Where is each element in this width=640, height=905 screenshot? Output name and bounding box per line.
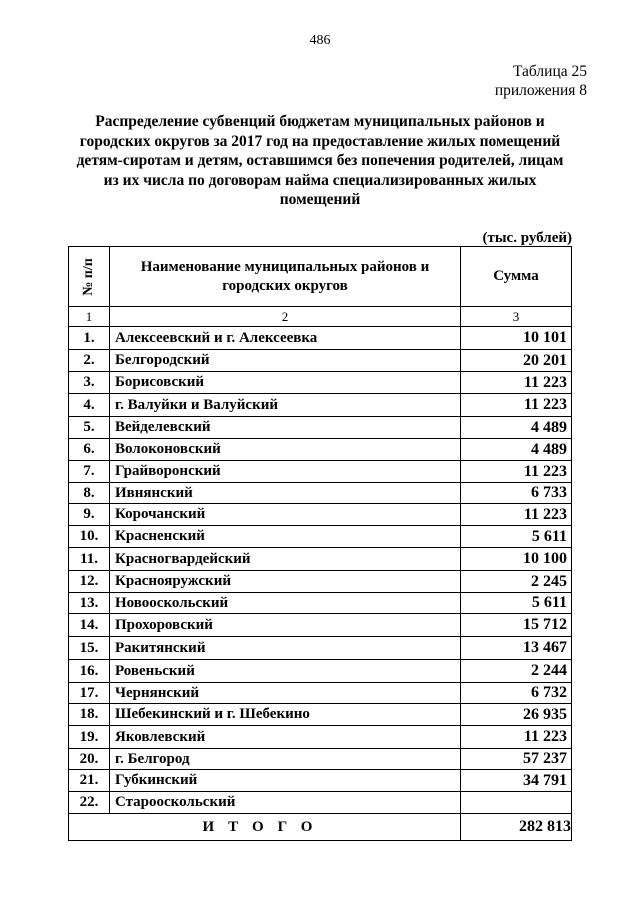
title-line: детям-сиротам и детям, оставшимся без попечения родителей, лицам <box>76 152 564 169</box>
page-number: 486 <box>309 33 331 48</box>
district-name: Губкинский <box>110 770 461 792</box>
table-row <box>69 770 572 792</box>
header-number-cell <box>69 247 110 307</box>
subvention-sum: 11 223 <box>461 372 572 394</box>
document-title <box>70 112 570 210</box>
title-line: помещений <box>279 191 361 208</box>
subvention-sum: 11 223 <box>461 394 572 417</box>
row-number: 17. <box>69 683 110 704</box>
table-row <box>69 461 572 483</box>
district-name: г. Белгород <box>110 749 461 770</box>
row-number: 11. <box>69 548 110 571</box>
table-row <box>69 637 572 660</box>
district-name: Старооскольский <box>110 792 461 814</box>
table-row <box>69 394 572 417</box>
table-header-row <box>69 247 572 307</box>
subvention-sum <box>461 792 572 814</box>
row-number: 3. <box>69 372 110 394</box>
table-reference-line: Таблица 25 <box>512 63 587 80</box>
row-number: 21. <box>69 770 110 792</box>
subvention-sum: 2 244 <box>461 660 572 683</box>
table-row <box>69 704 572 726</box>
column-index-cell: 2 <box>110 307 461 327</box>
header-name-line: Наименование муниципальных районов и <box>140 258 430 275</box>
subvention-sum: 10 101 <box>461 327 572 350</box>
subvention-sum: 34 791 <box>461 770 572 792</box>
table-row <box>69 350 572 372</box>
district-name: г. Валуйки и Валуйский <box>110 394 461 417</box>
row-number: 9. <box>69 504 110 526</box>
subvention-sum: 2 245 <box>461 571 572 593</box>
subvention-sum: 6 732 <box>461 683 572 704</box>
row-number: 6. <box>69 439 110 461</box>
subvention-sum: 6 733 <box>461 483 572 504</box>
district-name: Чернянский <box>110 683 461 704</box>
subvention-sum: 13 467 <box>461 637 572 660</box>
row-number: 12. <box>69 571 110 593</box>
table-row <box>69 571 572 593</box>
table-row <box>69 792 572 814</box>
table-reference <box>495 62 587 100</box>
row-number: 1. <box>69 327 110 350</box>
subvention-sum: 5 611 <box>461 593 572 614</box>
table-row <box>69 726 572 749</box>
district-name: Красненский <box>110 526 461 548</box>
subvention-sum: 11 223 <box>461 726 572 749</box>
table-row <box>69 614 572 637</box>
column-index-cell: 3 <box>461 307 572 327</box>
district-name: Борисовский <box>110 372 461 394</box>
row-number: 20. <box>69 749 110 770</box>
table-row <box>69 327 572 350</box>
total-label: ИТОГО <box>69 814 461 841</box>
district-name: Прохоровский <box>110 614 461 637</box>
table-row <box>69 372 572 394</box>
subvention-sum: 11 223 <box>461 461 572 483</box>
district-name: Ровеньский <box>110 660 461 683</box>
table-row <box>69 593 572 614</box>
row-number: 15. <box>69 637 110 660</box>
header-number-label: № п/п <box>81 257 96 296</box>
total-sum: 282 813 <box>461 814 572 841</box>
row-number: 7. <box>69 461 110 483</box>
appendix-reference-line: приложения 8 <box>494 82 587 99</box>
district-name: Волоконовский <box>110 439 461 461</box>
district-name: Ивнянский <box>110 483 461 504</box>
row-number: 2. <box>69 350 110 372</box>
district-name: Ракитянский <box>110 637 461 660</box>
header-name-cell <box>110 247 461 307</box>
header-name-line: городских округов <box>222 277 348 294</box>
table-row <box>69 749 572 770</box>
district-name: Алексеевский и г. Алексеевка <box>110 327 461 350</box>
subvention-sum: 4 489 <box>461 417 572 439</box>
district-name: Грайворонский <box>110 461 461 483</box>
table-row <box>69 483 572 504</box>
subvention-sum: 57 237 <box>461 749 572 770</box>
district-name: Новооскольский <box>110 593 461 614</box>
subvention-sum: 5 611 <box>461 526 572 548</box>
row-number: 4. <box>69 394 110 417</box>
subvention-sum: 26 935 <box>461 704 572 726</box>
district-name: Корочанский <box>110 504 461 526</box>
column-index-row <box>69 307 572 327</box>
row-number: 13. <box>69 593 110 614</box>
row-number: 19. <box>69 726 110 749</box>
row-number: 5. <box>69 417 110 439</box>
header-sum-cell: Сумма <box>461 247 572 307</box>
table-row <box>69 548 572 571</box>
row-number: 8. <box>69 483 110 504</box>
row-number: 22. <box>69 792 110 814</box>
district-name: Белгородский <box>110 350 461 372</box>
table-row <box>69 660 572 683</box>
subvention-sum: 10 100 <box>461 548 572 571</box>
title-line: Распределение субвенций бюджетам муниципальных районов и <box>95 113 545 130</box>
units-label: (тыс. рублей) <box>482 230 572 246</box>
row-number: 18. <box>69 704 110 726</box>
district-name: Красногвардейский <box>110 548 461 571</box>
table-row <box>69 683 572 704</box>
table-row <box>69 417 572 439</box>
district-name: Краснояружский <box>110 571 461 593</box>
row-number: 16. <box>69 660 110 683</box>
district-name: Вейделевский <box>110 417 461 439</box>
allocation-table <box>68 246 572 841</box>
row-number: 14. <box>69 614 110 637</box>
district-name: Шебекинский и г. Шебекино <box>110 704 461 726</box>
total-row <box>69 814 572 841</box>
row-number: 10. <box>69 526 110 548</box>
subvention-sum: 4 489 <box>461 439 572 461</box>
subvention-sum: 15 712 <box>461 614 572 637</box>
table-row <box>69 526 572 548</box>
district-name: Яковлевский <box>110 726 461 749</box>
table-row <box>69 504 572 526</box>
title-line: городских округов за 2017 год на предоставление жилых помещений <box>79 132 561 150</box>
title-line: из их числа по договорам найма специализированных жилых <box>103 171 537 189</box>
table-row <box>69 439 572 461</box>
subvention-sum: 11 223 <box>461 504 572 526</box>
column-index-cell: 1 <box>69 307 110 327</box>
subvention-sum: 20 201 <box>461 350 572 372</box>
